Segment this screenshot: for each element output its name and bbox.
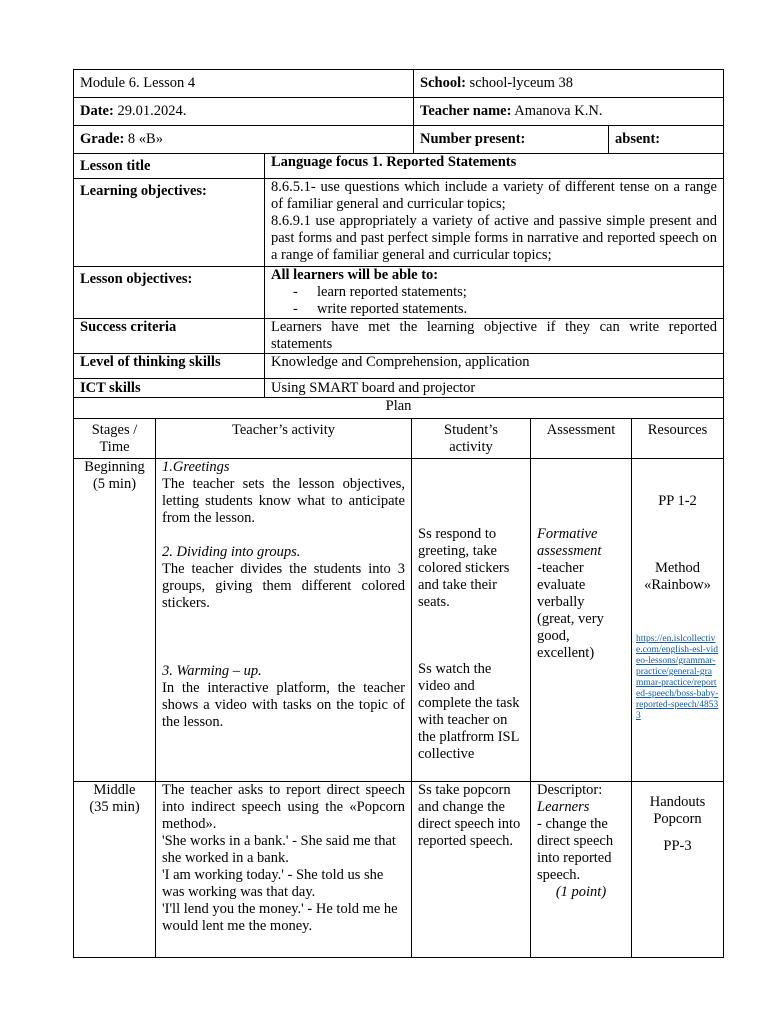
middle-assessment-cell [531, 782, 632, 958]
col-header-teacher [156, 419, 412, 459]
learning-objectives-label-cell [74, 179, 265, 267]
teacher-value: Amanova K.N. [511, 103, 603, 119]
success-criteria-value-cell [265, 319, 724, 354]
success-criteria-value: Learners have met the learning objective if they can write reported statements [271, 319, 717, 352]
present-cell [414, 126, 609, 154]
learning-objectives-value-cell [265, 179, 724, 267]
grade-label: Grade: [80, 131, 125, 147]
plan-title-cell [74, 398, 724, 419]
info-table [73, 153, 724, 398]
ict-skills-label: ICT skills [80, 380, 141, 396]
resource-rainbow: Method «Rainbow» [644, 560, 711, 593]
module-text: Module 6. Lesson 4 [80, 75, 196, 91]
col-header-text: Teacher’s activity [232, 422, 335, 438]
beginning-stage-cell [74, 459, 156, 782]
middle-stage: Middle [93, 782, 136, 798]
lesson-title-value-cell [265, 154, 724, 179]
dash-marker: - [293, 301, 298, 317]
learning-objective-2: 8.6.9.1 use appropriately a variety of active and passive simple present and past forms and past perfect simple forms in narrative and reported speech on a range of familiar general and curricular topics; [271, 213, 717, 263]
beginning-assessment-cell [531, 459, 632, 782]
teacher-cell [414, 98, 724, 126]
middle-time: (35 min) [89, 799, 140, 815]
module-cell [74, 70, 414, 98]
ict-skills-value: Using SMART board and projector [271, 380, 476, 396]
resource-handouts: Handouts [649, 794, 706, 810]
plan-row-beginning [74, 459, 724, 782]
greetings-title: 1.Greetings [162, 459, 230, 475]
header-row-grade [74, 126, 724, 154]
date-cell [74, 98, 414, 126]
lesson-objectives-label: Lesson objectives: [80, 271, 193, 287]
absent-label: absent: [615, 131, 661, 147]
learning-objective-1: 8.6.5.1- use questions which include a variety of different tense on a range of familiar general and curricular topics; [271, 179, 717, 212]
col-header-assessment [531, 419, 632, 459]
thinking-skills-label-cell [74, 354, 265, 379]
middle-student-cell [412, 782, 531, 958]
col-header-student [412, 419, 531, 459]
formative-assessment-title: Formative assessment [537, 526, 602, 559]
success-criteria-label-cell [74, 319, 265, 354]
lesson-title-label-cell [74, 154, 265, 179]
lesson-objectives-value-cell [265, 267, 724, 319]
descriptor-title: Descriptor: [537, 782, 603, 798]
ict-skills-value-cell [265, 379, 724, 398]
lesson-objective-item-text: learn reported statements; [317, 284, 467, 300]
plan-table [73, 397, 724, 958]
thinking-skills-label: Level of thinking skills [80, 354, 221, 370]
lesson-objectives-label-cell [74, 267, 265, 319]
middle-teacher-line: The teacher asks to report direct speech into indirect speech using the «Popcorn method». [162, 782, 405, 832]
beginning-student-cell [412, 459, 531, 782]
beginning-student-2: Ss watch the video and complete the task with teacher on the platfrorm ISL collective [418, 661, 520, 762]
plan-title: Plan [385, 398, 412, 414]
middle-teacher-line: 'She works in a bank.' - She said me that she worked in a bank. [162, 833, 396, 866]
thinking-skills-value: Knowledge and Comprehension, application [271, 354, 530, 370]
greetings-text: The teacher sets the lesson objectives, letting students know what to anticipate from the lesson. [162, 476, 405, 526]
col-header-text: Resources [647, 422, 708, 438]
descriptor-learners: Learners [537, 799, 590, 815]
thinking-skills-value-cell [265, 354, 724, 379]
lesson-title-label: Lesson title [80, 157, 151, 174]
col-header-stages [74, 419, 156, 459]
resource-popcorn: Popcorn [653, 811, 702, 827]
col-header-text: Stages / Time [91, 422, 138, 455]
lesson-objectives-heading: All learners will be able to: [271, 267, 439, 283]
teacher-label: Teacher name: [420, 103, 512, 119]
lesson-objective-item-text: write reported statements. [317, 301, 468, 317]
school-value: school-lyceum 38 [465, 75, 574, 91]
plan-header-row [74, 419, 724, 459]
groups-text: The teacher divides the students into 3 groups, giving them different colored stickers. [162, 561, 405, 611]
formative-assessment-text: -teacher evaluate verbally (great, very good, excellent) [537, 560, 604, 661]
middle-teacher-cell [156, 782, 412, 958]
resource-pp-1-2: PP 1-2 [658, 493, 697, 509]
lesson-plan-document [73, 69, 723, 958]
descriptor-points: (1 point) [555, 884, 607, 900]
warmup-title: 3. Warming – up. [162, 663, 262, 679]
date-value: 29.01.2024. [113, 103, 187, 119]
absent-cell [609, 126, 724, 154]
resource-video-link[interactable]: https://en.islcollective.com/english-esl-video-lessons/grammar-practice/general-grammar-practice/reported-speech/boss-baby-reported-speech/48533 [636, 634, 719, 721]
groups-title: 2. Dividing into groups. [162, 544, 301, 560]
dash-marker: - [293, 284, 298, 300]
present-label: Number present: [420, 131, 526, 147]
school-label: School: [420, 75, 466, 91]
lesson-objective-item [293, 284, 717, 301]
plan-title-row [74, 398, 724, 419]
lesson-objectives-list [271, 284, 717, 318]
grade-value: 8 «B» [124, 131, 163, 147]
header-row-date [74, 98, 724, 126]
middle-student: Ss take popcorn and change the direct speech into reported speech. [418, 782, 521, 849]
header-row-module [74, 70, 724, 98]
header-table [73, 69, 724, 154]
lesson-objectives-row [74, 267, 724, 319]
learning-objectives-row [74, 179, 724, 267]
col-header-text: Student’s activity [444, 422, 498, 455]
middle-resources-cell [632, 782, 724, 958]
middle-teacher-line: 'I'll lend you the money.' - He told me he would lent me the money. [162, 901, 398, 934]
success-criteria-row [74, 319, 724, 354]
plan-row-middle [74, 782, 724, 958]
ict-skills-label-cell [74, 379, 265, 398]
beginning-teacher-cell [156, 459, 412, 782]
beginning-time: (5 min) [92, 476, 137, 492]
middle-teacher-line: 'I am working today.' - She told us she was working was that day. [162, 867, 384, 900]
ict-skills-row [74, 379, 724, 398]
resource-pp-3: PP-3 [663, 838, 692, 854]
learning-objectives-label: Learning objectives: [80, 183, 207, 199]
thinking-skills-row [74, 354, 724, 379]
lesson-title-value: Language focus 1. Reported Statements [271, 154, 517, 170]
grade-cell [74, 126, 414, 154]
date-label: Date: [80, 103, 114, 119]
beginning-resources-cell [632, 459, 724, 782]
col-header-text: Assessment [546, 422, 616, 438]
col-header-resources [632, 419, 724, 459]
middle-stage-cell [74, 782, 156, 958]
beginning-student-1: Ss respond to greeting, take colored stickers and take their seats. [418, 526, 510, 610]
success-criteria-label: Success criteria [80, 319, 177, 335]
warmup-text: In the interactive platform, the teacher shows a video with tasks on the topic of the lesson. [162, 680, 405, 730]
lesson-objective-item [293, 301, 717, 318]
descriptor-text: - change the direct speech into reported speech. [537, 816, 614, 883]
school-cell [414, 70, 724, 98]
lesson-title-row [74, 154, 724, 179]
beginning-stage: Beginning [84, 459, 145, 475]
